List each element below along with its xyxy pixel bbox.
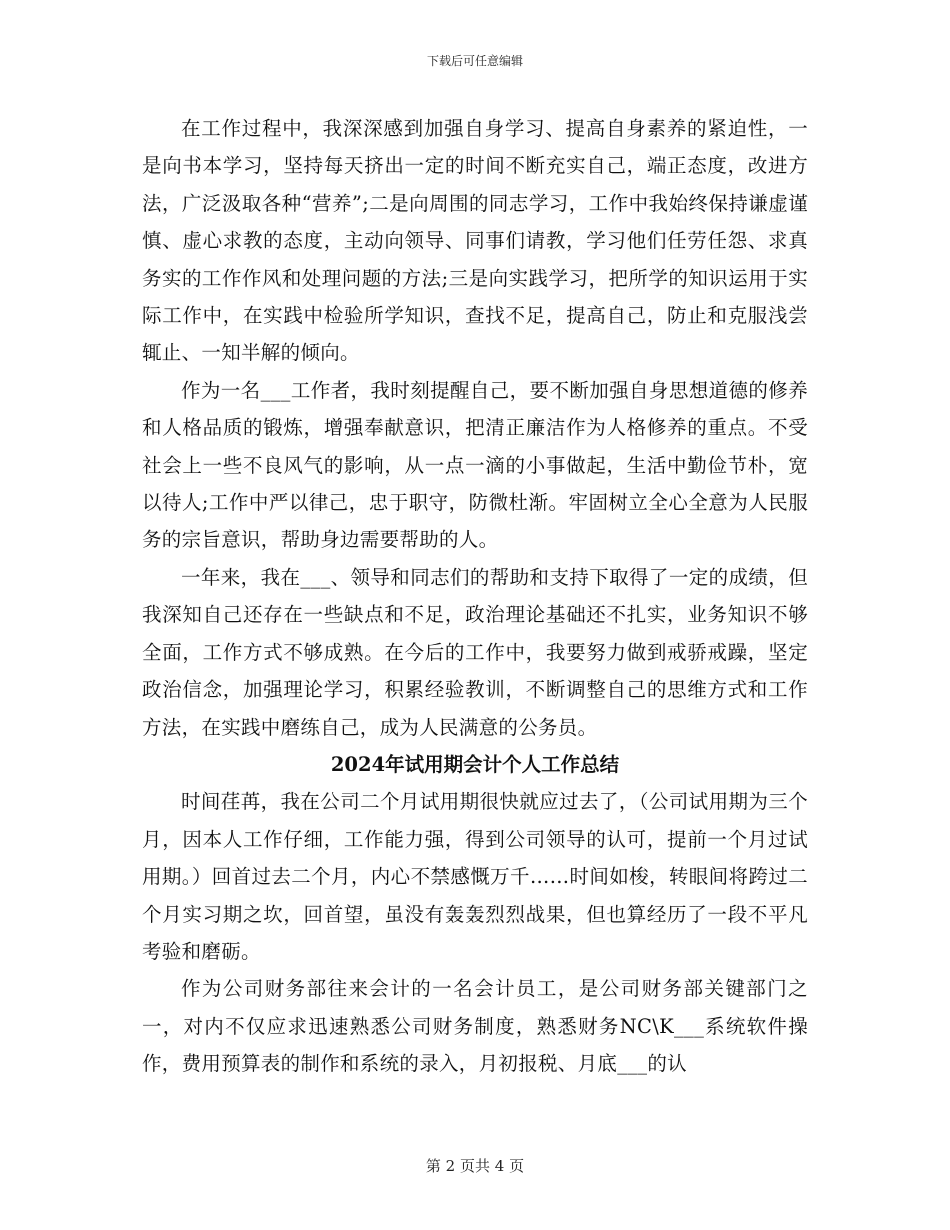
paragraph-study: 在工作过程中，我深深感到加强自身学习、提高自身素养的紧迫性，一是向书本学习，坚持每天挤出一定的时间不断充实自己，端正态度，改进方法，广泛汲取各种“营养”;二是向周围的同志学习，工作中我始终保持谦虚谨慎、虚心求教的态度，主动向领导、同事们请教，学习他们任劳任怨、求真务实的工作作风和处理问题的方法;三是向实践学习，把所学的知识运用于实际工作中，在实践中检验所学知识，查找不足，提高自己，防止和克服浅尝辄止、一知半解的倾向。 — [142, 117, 808, 365]
paragraph-year-summary: 一年来，我在___、领导和同志们的帮助和支持下取得了一定的成绩，但我深知自己还存在一些缺点和不足，政治理论基础还不扎实，业务知识不够全面，工作方式不够成熟。在今后的工作中，我要努力做到戒骄戒躁，坚定政治信念，加强理论学习，积累经验教训，不断调整自己的思维方式和工作方法，在实践中磨练自己，成为人民满意的公务员。 — [142, 565, 808, 739]
page-header: 下载后可任意编辑 — [426, 54, 523, 68]
paragraph-self-cultivation: 作为一名___工作者，我时刻提醒自己，要不断加强自身思想道德的修养和人格品质的锻炼，增强奉献意识，把清正廉洁作为人格修养的重点。不受社会上一些不良风气的影响，从一点一滴的小事做起，生活中勤俭节朴，宽以待人;工作中严以律己，忠于职守，防微杜渐。牢固树立全心全意为人民服务的宗旨意识，帮助身边需要帮助的人。 — [142, 378, 808, 552]
paragraph-accounting-role: 作为公司财务部往来会计的一名会计员工，是公司财务部关键部门之一，对内不仅应求迅速熟悉公司财务制度，熟悉财务NC\K___系统软件操作，费用预算表的制作和系统的录入，月初报税、月底___的认 — [142, 977, 808, 1076]
page-footer: 第 2 页共 4 页 — [425, 1157, 525, 1175]
document-body — [142, 110, 808, 1083]
paragraph-probation: 时间荏苒，我在公司二个月试用期很快就应过去了，（公司试用期为三个月，因本人工作仔细，工作能力强，得到公司领导的认可，提前一个月过试用期。）回首过去二个月，内心不禁感慨万千……时间如梭，转眼间将跨过二个月实习期之坎，回首望，虽没有轰轰烈烈战果，但也算经历了一段不平凡考验和磨砺。 — [142, 790, 808, 963]
section-title: 2024年试用期会计个人工作总结 — [330, 752, 620, 776]
